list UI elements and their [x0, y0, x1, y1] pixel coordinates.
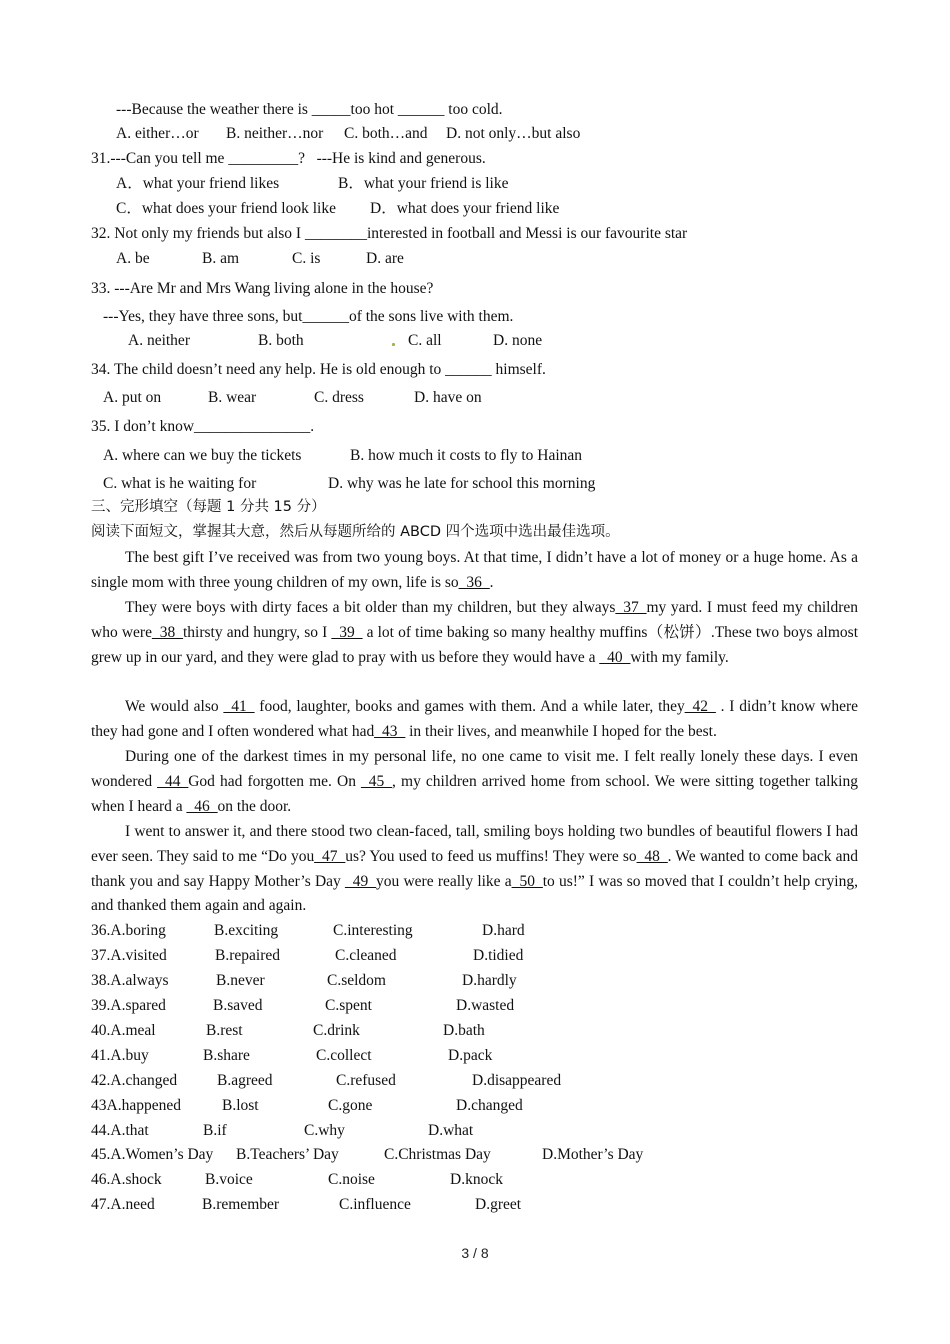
q34-option-b: B. wear [208, 389, 257, 406]
question-32-text: 32. Not only my friends but also I ________interested in football and Messi is our favourite star [91, 225, 688, 242]
q30-option-a: A. either…or [116, 125, 199, 142]
q32-option-c: C. is [292, 250, 321, 267]
q37-option-c: C.cleaned [335, 947, 397, 964]
stray-mark [392, 343, 395, 346]
section-instructions: 阅读下面短文，掌握其大意，然后从每题所给的 ABCD 四个选项中选出最佳选项。 [91, 524, 620, 540]
q30-option-c: C. both…and [344, 125, 428, 142]
q34-option-d: D. have on [414, 389, 482, 406]
q47-option-c: C.influence [339, 1196, 411, 1213]
q43-option-d: D.changed [456, 1097, 523, 1114]
q35-option-b: B. how much it costs to fly to Hainan [350, 447, 583, 464]
q31-option-c: C．what does your friend look like [116, 200, 336, 217]
q41-option-b: B.share [203, 1047, 250, 1064]
q47-option-b: B.remember [202, 1196, 280, 1213]
blank-37: _37_ [615, 599, 647, 616]
q38-option-d: D.hardly [462, 972, 517, 989]
q38-option-a: 38.A.always [91, 972, 169, 989]
q37-option-b: B.repaired [215, 947, 280, 964]
passage-paragraph-4: During one of the darkest times in my personal life, no one came to visit me. I felt really lonely these days. I even wondered _44_God had forgotten me. On _45_, my children arrived home from school. We were sitting together talking when I heard a _46_on the door. [91, 748, 858, 815]
question-33-text: 33. ---Are Mr and Mrs Wang living alone in the house? [91, 280, 434, 297]
q38-option-c: C.seldom [327, 972, 386, 989]
q43-option-a: 43A.happened [91, 1097, 181, 1114]
blank-45: _45_ [361, 772, 393, 790]
q47-option-d: D.greet [475, 1196, 522, 1213]
blank-44: _44_ [157, 772, 189, 790]
passage-paragraph-1: The best gift I’ve received was from two young boys. At that time, I didn’t have a lot of money or a huge home. As a single mom with three young children of my own, life is so_36_. [91, 549, 858, 591]
q32-option-d: D. are [366, 250, 404, 267]
q39-option-c: C.spent [325, 997, 372, 1014]
q40-option-b: B.rest [206, 1022, 243, 1039]
question-33-response: ---Yes, they have three sons, but______of the sons live with them. [103, 308, 514, 325]
q33-option-d: D. none [493, 332, 543, 349]
blank-40: _40_ [599, 648, 631, 666]
q46-option-c: C.noise [328, 1171, 375, 1188]
q31-option-d: D．what does your friend like [370, 200, 560, 217]
q44-option-b: B.if [203, 1122, 227, 1139]
q46-option-a: 46.A.shock [91, 1171, 162, 1188]
q31-option-a: A．what your friend likes [116, 175, 280, 192]
blank-39: _39_ [331, 623, 363, 641]
q39-option-b: B.saved [213, 997, 263, 1014]
q33-option-a: A. neither [128, 332, 190, 349]
q35-option-d: D. why was he late for school this morning [328, 475, 596, 492]
blank-50: _50_ [511, 872, 543, 890]
q37-option-a: 37.A.visited [91, 947, 167, 964]
blank-46: _46_ [186, 797, 218, 815]
q42-option-a: 42.A.changed [91, 1072, 178, 1089]
q35-option-c: C. what is he waiting for [103, 475, 257, 492]
q33-option-b: B. both [258, 332, 304, 349]
q45-option-a: 45.A.Women’s Day [91, 1146, 214, 1163]
q34-option-c: C. dress [314, 389, 364, 406]
q35-option-a: A. where can we buy the tickets [103, 447, 302, 464]
q30-option-b: B. neither…nor [226, 125, 324, 142]
blank-41: _41_ [223, 698, 255, 715]
blank-43: _43_ [374, 722, 406, 740]
q44-option-d: D.what [428, 1122, 474, 1139]
q31-option-b: B．what your friend is like [338, 175, 509, 192]
blank-38: _38_ [151, 623, 183, 641]
q45-option-b: B.Teachers’ Day [236, 1146, 339, 1163]
q46-option-b: B.voice [205, 1171, 253, 1188]
q40-option-c: C.drink [313, 1022, 360, 1039]
q38-option-b: B.never [216, 972, 265, 989]
q44-option-a: 44.A.that [91, 1122, 149, 1139]
page-number: 3 / 8 [461, 1245, 489, 1261]
question-34-text: 34. The child doesn’t need any help. He is old enough to ______ himself. [91, 361, 546, 378]
passage-paragraph-5: I went to answer it, and there stood two clean-faced, tall, smiling boys holding two bundles of beautiful flowers I had ever seen. They said to me “Do you_47_us? You used to feed us muffins! They were so_48_. We wanted to come back and thank you and say Happy Mother’s Day _49_you were really like a_50_to us!” I was so moved that I couldn’t help crying, and thanked them again and again. [91, 823, 858, 915]
q33-option-c: C. all [408, 332, 442, 349]
q32-option-a: A. be [116, 250, 150, 267]
q36-option-a: 36.A.boring [91, 922, 166, 939]
q46-option-d: D.knock [450, 1171, 503, 1188]
q36-option-d: D.hard [482, 922, 525, 939]
q42-option-c: C.refused [336, 1072, 396, 1089]
q40-option-a: 40.A.meal [91, 1022, 156, 1039]
q42-option-b: B.agreed [217, 1072, 273, 1089]
q34-option-a: A. put on [103, 389, 162, 406]
q37-option-d: D.tidied [473, 947, 524, 964]
q39-option-d: D.wasted [456, 997, 515, 1014]
q30-option-d: D. not only…but also [446, 125, 581, 142]
q42-option-d: D.disappeared [472, 1072, 562, 1089]
passage-paragraph-2: They were boys with dirty faces a bit older than my children, but they always_37_my yard. I must feed my children who were_38_thirsty and hungry, so I _39_ a lot of time baking so many healthy muffins（松饼）.These two boys almost grew up in our yard, and they were glad to pray with us before they would have a _40_with my family. [91, 599, 859, 666]
q43-option-b: B.lost [222, 1097, 259, 1114]
q47-option-a: 47.A.need [91, 1196, 155, 1213]
q41-option-a: 41.A.buy [91, 1047, 149, 1064]
question-35-text: 35. I don’t know_______________. [91, 418, 315, 435]
q39-option-a: 39.A.spared [91, 997, 166, 1014]
q44-option-c: C.why [304, 1122, 345, 1139]
blank-42: _42_ [684, 698, 716, 715]
section-title: 三、完形填空（每题 1 分共 15 分） [91, 499, 326, 515]
q43-option-c: C.gone [328, 1097, 373, 1114]
q32-option-b: B. am [202, 250, 240, 267]
blank-47: _47_ [314, 847, 346, 865]
q36-option-b: B.exciting [214, 922, 279, 939]
q45-option-c: C.Christmas Day [384, 1146, 491, 1163]
blank-49: _49_ [345, 872, 376, 890]
q45-option-d: D.Mother’s Day [542, 1146, 644, 1163]
blank-48: _48_ [636, 847, 668, 865]
question-31-text: 31.---Can you tell me _________? ---He is kind and generous. [91, 150, 486, 167]
q40-option-d: D.bath [443, 1022, 485, 1039]
blank-36: _36_ [458, 573, 490, 591]
passage-paragraph-3: We would also _41_ food, laughter, books and games with them. And a while later, they_42_ . I didn’t know where they had gone and I often wondered what had_43_ in their lives, and meanwhile I hoped for the best. [91, 698, 858, 740]
q41-option-d: D.pack [448, 1047, 493, 1064]
q41-option-c: C.collect [316, 1047, 372, 1064]
question-30-text: ---Because the weather there is _____too hot ______ too cold. [116, 101, 503, 118]
q36-option-c: C.interesting [333, 922, 413, 939]
